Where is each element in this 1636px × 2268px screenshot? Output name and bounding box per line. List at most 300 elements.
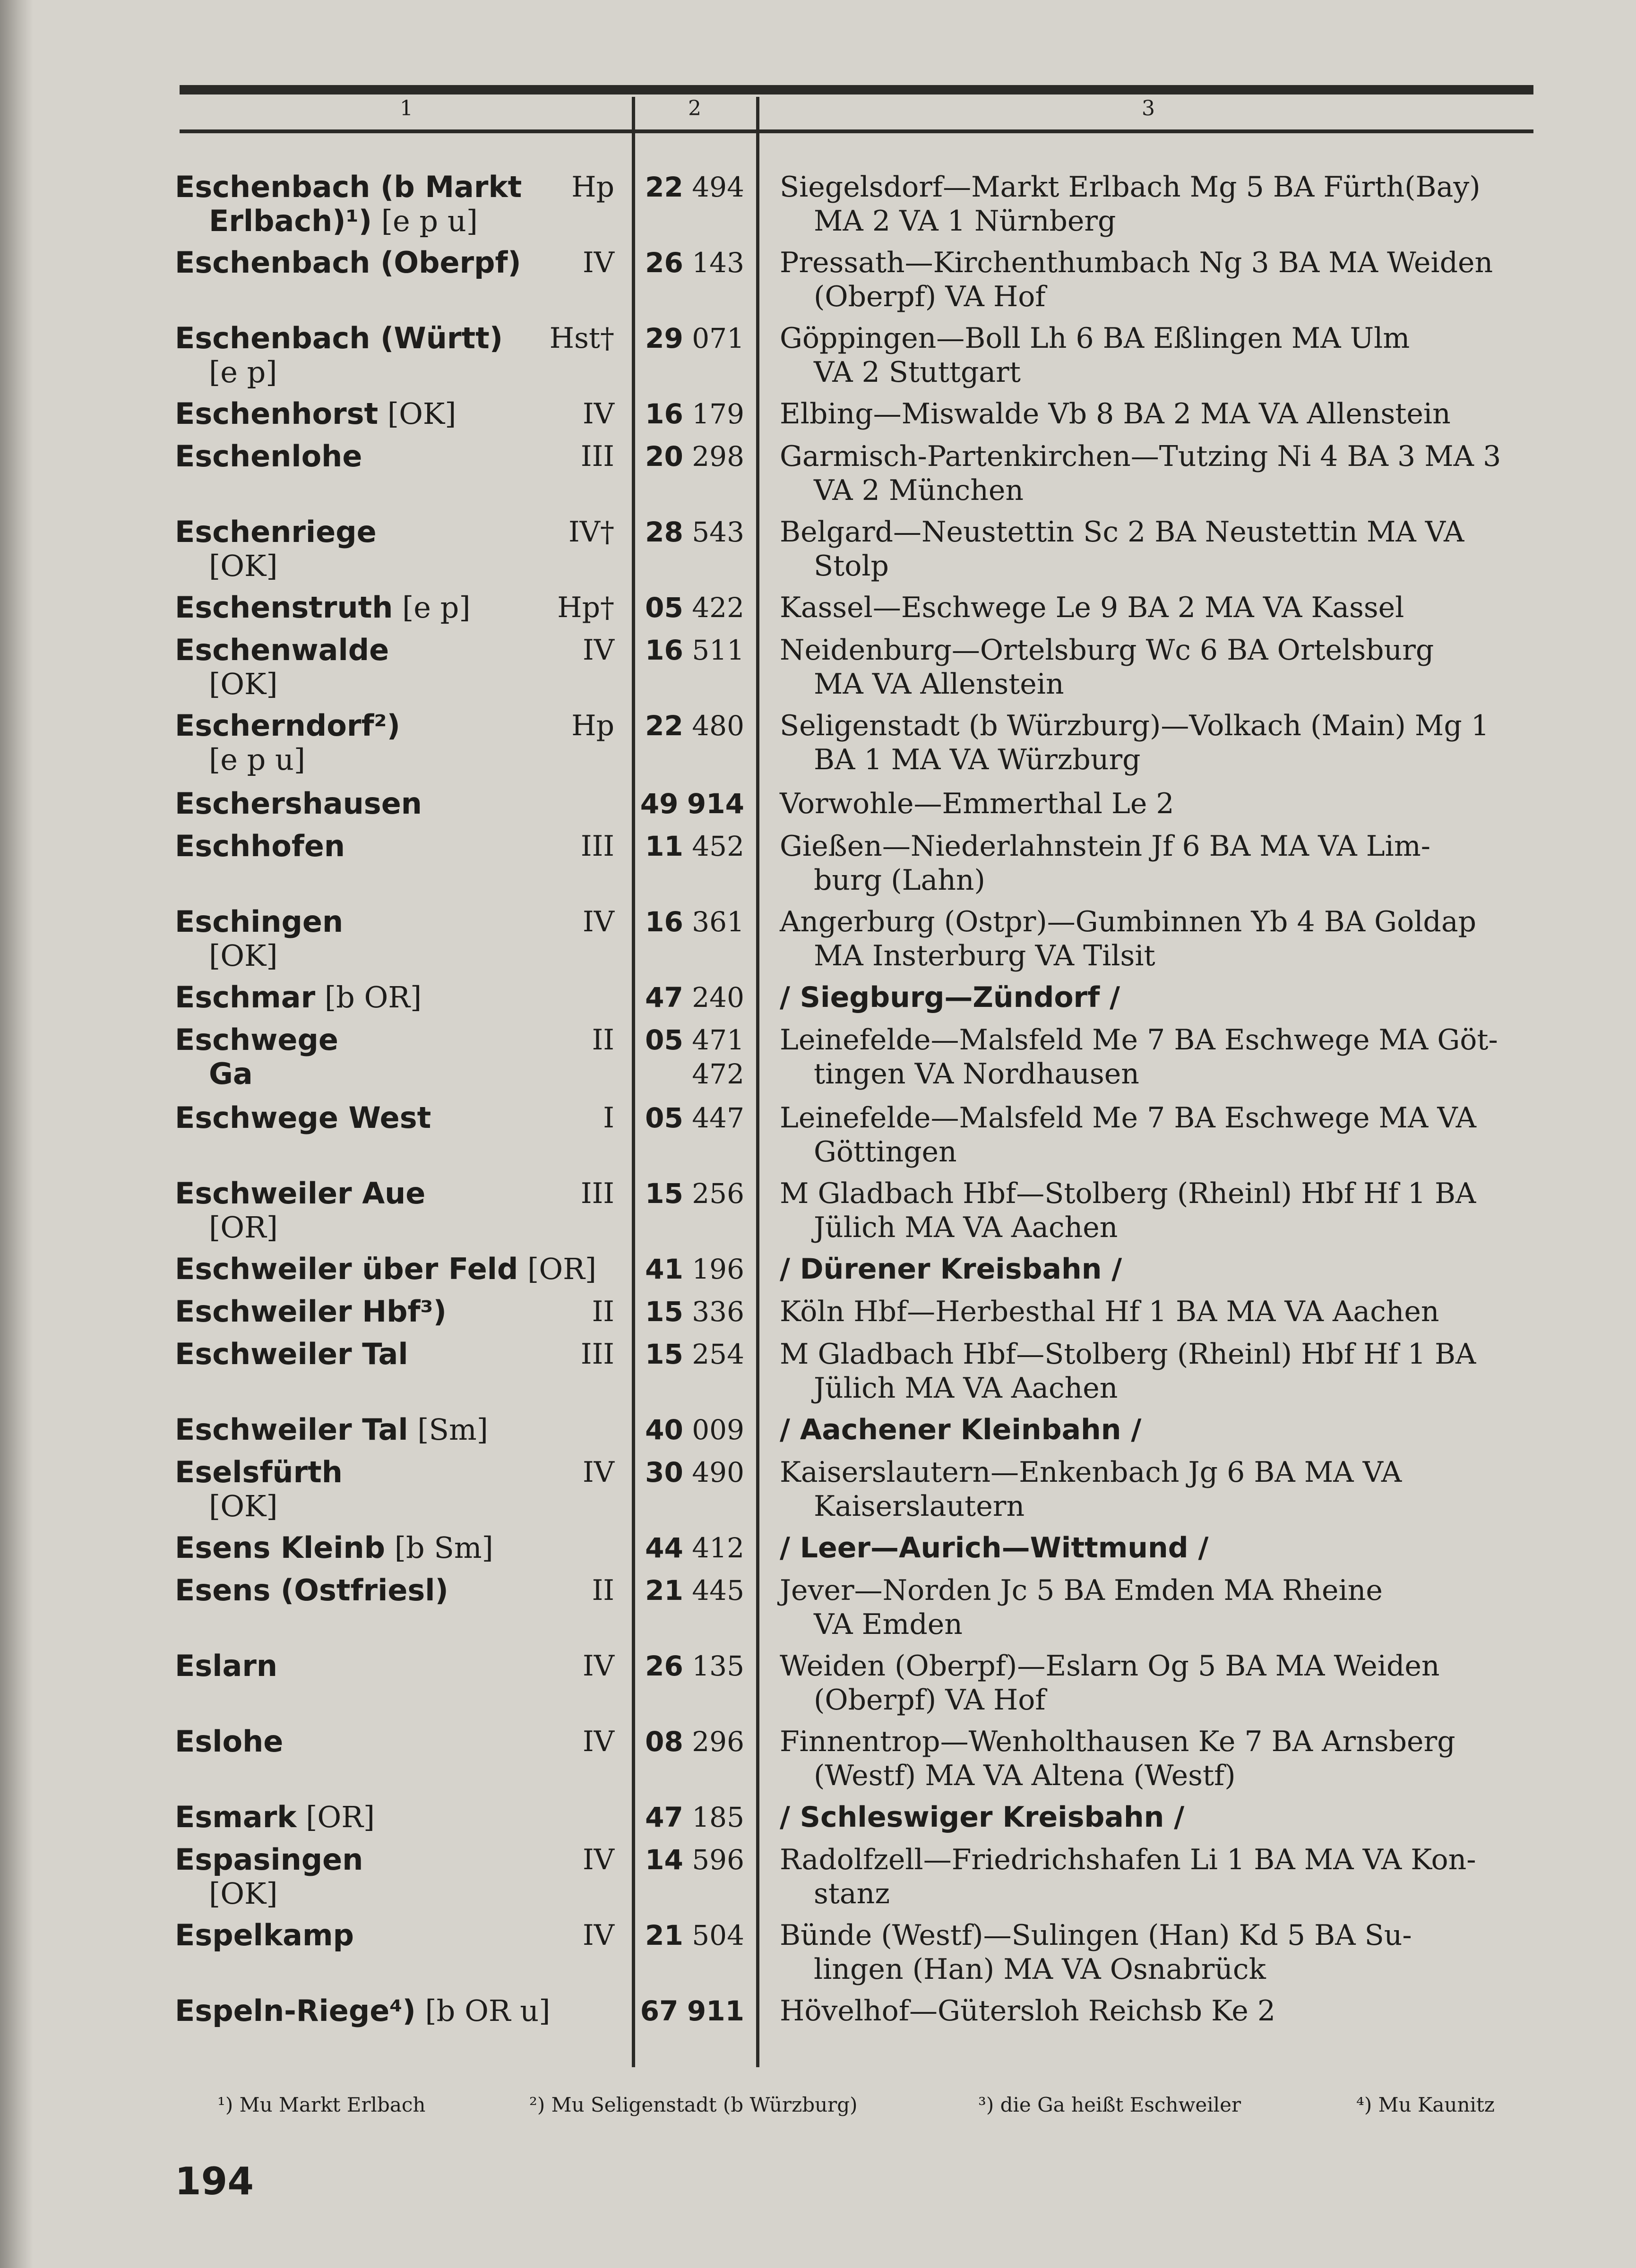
station-code-prefix: 08 bbox=[645, 1726, 683, 1758]
station-name-cell bbox=[175, 1918, 610, 1952]
station-code-suffix: 445 bbox=[692, 1574, 744, 1606]
station-code bbox=[633, 1573, 744, 1607]
station-route-continuation: MA Insterburg VA Tilsit bbox=[814, 939, 1155, 972]
station-name-cell bbox=[175, 709, 610, 777]
station-name-suffix: [OR] bbox=[518, 1252, 597, 1286]
station-name-cell bbox=[175, 633, 610, 701]
station-code-suffix: 071 bbox=[692, 322, 744, 354]
station-category: I bbox=[603, 1101, 614, 1134]
station-code-prefix: 49 bbox=[640, 788, 679, 820]
station-name-line bbox=[175, 1531, 610, 1565]
station-route: M Gladbach Hbf—Stolberg (Rheinl) Hbf Hf 1 BA bbox=[780, 1177, 1476, 1210]
station-name: Espelkamp bbox=[175, 1918, 354, 1952]
station-code-suffix: 135 bbox=[692, 1650, 744, 1682]
station-name-suffix: [OR] bbox=[296, 1800, 375, 1834]
station-route-cell bbox=[780, 1843, 1533, 1911]
station-name: Eschenbach (Württ) bbox=[175, 321, 503, 355]
station-code-cell bbox=[633, 980, 744, 1014]
station-name-cell bbox=[175, 1573, 610, 1607]
station-route: Angerburg (Ostpr)—Gumbinnen Yb 4 BA Goldap bbox=[780, 905, 1477, 938]
station-code bbox=[633, 1918, 744, 1952]
station-route-cell bbox=[780, 1573, 1533, 1641]
station-category: IV bbox=[582, 1456, 614, 1489]
station-name: Eschenbach (Oberpf) bbox=[175, 245, 521, 280]
station-code-alt: 472 bbox=[692, 1058, 744, 1090]
station-name-continuation: Erlbach)¹) bbox=[209, 204, 372, 238]
station-code-prefix: 16 bbox=[645, 634, 683, 666]
station-name-cell bbox=[175, 246, 610, 280]
station-name-line-2 bbox=[175, 667, 610, 701]
station-code-prefix: 47 bbox=[645, 981, 683, 1014]
station-name-cell bbox=[175, 1531, 610, 1565]
station-name-cell bbox=[175, 980, 610, 1014]
station-code bbox=[633, 709, 744, 743]
station-name-cell bbox=[175, 787, 610, 821]
station-name: Espeln-Riege⁴) bbox=[175, 1993, 416, 2028]
station-code-suffix: 296 bbox=[692, 1726, 744, 1758]
station-code-suffix: 361 bbox=[692, 906, 744, 938]
station-name-line-2 bbox=[175, 1211, 610, 1245]
station-category: II bbox=[592, 1574, 614, 1607]
station-code bbox=[633, 1531, 744, 1565]
station-route: Seligenstadt (b Würzburg)—Volkach (Main) Mg 1 bbox=[780, 709, 1490, 742]
station-name: Eschenwalde bbox=[175, 633, 389, 667]
page-number: 194 bbox=[175, 2159, 254, 2203]
station-name-line bbox=[175, 1725, 610, 1759]
station-code-prefix: 22 bbox=[645, 171, 683, 203]
station-name-suffix: [Sm] bbox=[408, 1412, 488, 1447]
station-code bbox=[633, 1023, 744, 1057]
station-category: II bbox=[592, 1023, 614, 1057]
station-route-cell bbox=[780, 1295, 1533, 1329]
station-name-cell bbox=[175, 1994, 610, 2028]
station-code bbox=[633, 1177, 744, 1211]
station-name-continuation: [e p u] bbox=[209, 742, 306, 777]
station-route: / Siegburg—Zündorf / bbox=[780, 981, 1120, 1014]
station-code-suffix: 179 bbox=[692, 398, 744, 430]
station-route-cell bbox=[780, 1531, 1533, 1565]
station-route-continuation: burg (Lahn) bbox=[814, 864, 985, 897]
station-name-line-2 bbox=[175, 549, 610, 583]
station-name-cell bbox=[175, 321, 610, 389]
station-name-cell bbox=[175, 1177, 610, 1245]
station-route-cell bbox=[780, 170, 1533, 238]
station-code-suffix: 543 bbox=[692, 516, 744, 548]
station-name-cell bbox=[175, 1725, 610, 1759]
station-route: Neidenburg—Ortelsburg Wc 6 BA Ortelsburg bbox=[780, 634, 1434, 667]
station-route-cell bbox=[780, 1337, 1533, 1405]
station-route: Bünde (Westf)—Sulingen (Han) Kd 5 BA Su- bbox=[780, 1919, 1412, 1952]
station-code-suffix: 298 bbox=[692, 440, 744, 472]
station-code-cell bbox=[633, 591, 744, 625]
station-code-suffix: 009 bbox=[692, 1414, 744, 1446]
station-name-line bbox=[175, 397, 610, 431]
station-name-line-2 bbox=[175, 743, 610, 777]
station-code-suffix: 914 bbox=[687, 788, 744, 820]
station-name-continuation: [e p] bbox=[209, 355, 277, 389]
station-route: Jever—Norden Jc 5 BA Emden MA Rheine bbox=[780, 1574, 1383, 1607]
station-code-cell bbox=[633, 1413, 744, 1447]
station-name: Eschenlohe bbox=[175, 439, 362, 473]
station-route-cell bbox=[780, 829, 1533, 897]
station-name-line bbox=[175, 439, 610, 473]
station-name: Eselsfürth bbox=[175, 1455, 343, 1489]
station-code-prefix: 30 bbox=[645, 1456, 683, 1488]
station-name-suffix: [e p] bbox=[393, 590, 471, 625]
station-route-cell bbox=[780, 1252, 1533, 1286]
station-code-cell bbox=[633, 246, 744, 280]
station-route-continuation: (Oberpf) VA Hof bbox=[814, 1684, 1046, 1717]
station-name-cell bbox=[175, 591, 610, 625]
station-code-prefix: 21 bbox=[645, 1919, 683, 1951]
station-category: IV† bbox=[568, 515, 614, 549]
station-code-suffix: 143 bbox=[692, 247, 744, 279]
station-code-cell bbox=[633, 515, 744, 549]
station-name-cell bbox=[175, 1295, 610, 1329]
station-route-cell bbox=[780, 515, 1533, 583]
station-name-cell bbox=[175, 1252, 610, 1286]
station-category: IV bbox=[582, 1843, 614, 1876]
station-code-prefix: 29 bbox=[645, 322, 683, 354]
station-route-cell bbox=[780, 397, 1533, 431]
station-code-prefix: 47 bbox=[645, 1801, 683, 1833]
station-route-continuation: MA 2 VA 1 Nürnberg bbox=[814, 205, 1116, 238]
station-name-line bbox=[175, 1800, 610, 1834]
station-code bbox=[633, 633, 744, 667]
station-code bbox=[633, 1649, 744, 1683]
station-code-cell bbox=[633, 1725, 744, 1759]
station-code-cell bbox=[633, 1531, 744, 1565]
station-name: Esens (Ostfriesl) bbox=[175, 1573, 448, 1607]
station-route-cell bbox=[780, 1800, 1533, 1834]
station-route-continuation: Göttingen bbox=[814, 1135, 957, 1168]
station-code-cell bbox=[633, 1177, 744, 1211]
station-name-continuation: [OK] bbox=[209, 1876, 278, 1911]
station-code-prefix: 05 bbox=[645, 1024, 683, 1056]
station-code-cell bbox=[633, 829, 744, 863]
station-name-line-2 bbox=[175, 204, 610, 238]
station-route-cell bbox=[780, 980, 1533, 1014]
station-name-line bbox=[175, 980, 610, 1014]
station-route: Belgard—Neustettin Sc 2 BA Neustettin MA VA bbox=[780, 515, 1464, 549]
station-code-suffix: 256 bbox=[692, 1177, 744, 1210]
station-name-line-2 bbox=[175, 1057, 610, 1091]
station-code bbox=[633, 439, 744, 473]
station-code-cell bbox=[633, 439, 744, 473]
station-code bbox=[633, 1295, 744, 1329]
station-code-prefix: 16 bbox=[645, 906, 683, 938]
station-code-prefix: 14 bbox=[645, 1844, 683, 1876]
station-name-line bbox=[175, 1252, 610, 1286]
station-route: / Schleswiger Kreisbahn / bbox=[780, 1801, 1185, 1834]
station-code-prefix: 28 bbox=[645, 516, 683, 548]
station-name: Eschweiler über Feld bbox=[175, 1252, 518, 1286]
station-name-cell bbox=[175, 515, 610, 583]
station-code-cell bbox=[633, 787, 744, 821]
station-route: Gießen—Niederlahnstein Jf 6 BA MA VA Lim- bbox=[780, 830, 1430, 863]
station-name: Espasingen bbox=[175, 1842, 363, 1877]
station-name-line bbox=[175, 246, 610, 280]
station-name: Eschweiler Aue bbox=[175, 1176, 426, 1211]
station-category: IV bbox=[582, 634, 614, 667]
station-name: Eslarn bbox=[175, 1649, 278, 1683]
station-category: Hp bbox=[571, 709, 614, 742]
station-category: Hp bbox=[571, 171, 614, 204]
station-name: Eschwege West bbox=[175, 1100, 431, 1135]
station-code bbox=[633, 246, 744, 280]
station-name-continuation: [OK] bbox=[209, 549, 278, 583]
station-code-cell bbox=[633, 1337, 744, 1371]
station-name-line bbox=[175, 1843, 610, 1877]
station-route: Radolfzell—Friedrichshafen Li 1 BA MA VA Kon- bbox=[780, 1843, 1476, 1876]
station-route: / Leer—Aurich—Wittmund / bbox=[780, 1531, 1209, 1564]
station-code-prefix: 15 bbox=[645, 1296, 683, 1328]
station-name-cell bbox=[175, 1843, 610, 1911]
station-code-prefix: 21 bbox=[645, 1574, 683, 1606]
station-name: Eschenstruth bbox=[175, 590, 393, 625]
station-category: Hst† bbox=[549, 322, 614, 355]
station-route-cell bbox=[780, 439, 1533, 507]
station-route-continuation: VA Emden bbox=[814, 1608, 963, 1641]
station-route-continuation: Jülich MA VA Aachen bbox=[814, 1211, 1118, 1244]
table-top-rule bbox=[180, 85, 1533, 94]
station-code bbox=[633, 321, 744, 355]
station-code bbox=[633, 1455, 744, 1489]
station-code bbox=[633, 1101, 744, 1135]
station-route: Leinefelde—Malsfeld Me 7 BA Eschwege MA Göt- bbox=[780, 1023, 1498, 1057]
station-code bbox=[633, 1725, 744, 1759]
station-code-prefix: 44 bbox=[645, 1532, 683, 1564]
station-name: Esmark bbox=[175, 1800, 297, 1834]
station-name-line bbox=[175, 591, 610, 625]
station-name-line bbox=[175, 1573, 610, 1607]
station-name: Eschhofen bbox=[175, 829, 345, 863]
page-gutter-shadow bbox=[0, 0, 33, 2268]
station-name-line bbox=[175, 1455, 610, 1489]
station-code-suffix: 511 bbox=[692, 634, 744, 666]
station-route-continuation: Jülich MA VA Aachen bbox=[814, 1372, 1118, 1405]
footnote-4: ⁴) Mu Kaunitz bbox=[1356, 2093, 1495, 2116]
station-code-cell bbox=[633, 1573, 744, 1607]
station-name-line bbox=[175, 1918, 610, 1952]
station-name-cell bbox=[175, 1413, 610, 1447]
station-name: Eschenriege bbox=[175, 515, 377, 549]
station-code bbox=[633, 515, 744, 549]
station-route: Vorwohle—Emmerthal Le 2 bbox=[780, 787, 1174, 820]
station-code-suffix: 196 bbox=[692, 1253, 744, 1285]
station-code-prefix: 40 bbox=[645, 1414, 683, 1446]
footnote-1: ¹) Mu Markt Erlbach bbox=[217, 2093, 426, 2116]
column-header-1: 1 bbox=[400, 96, 413, 120]
station-name-continuation: [OR] bbox=[209, 1210, 278, 1245]
station-code-prefix: 15 bbox=[645, 1177, 683, 1210]
station-code-suffix: 471 bbox=[692, 1024, 744, 1056]
station-name: Eschingen bbox=[175, 904, 344, 939]
station-category: III bbox=[580, 440, 614, 473]
station-code bbox=[633, 787, 744, 821]
station-route-continuation: stanz bbox=[814, 1877, 890, 1910]
station-route: Pressath—Kirchenthumbach Ng 3 BA MA Weiden bbox=[780, 246, 1493, 279]
station-name-cell bbox=[175, 1337, 610, 1371]
station-code-suffix: 452 bbox=[692, 830, 744, 862]
station-category: IV bbox=[582, 1725, 614, 1758]
station-name-line bbox=[175, 709, 610, 743]
station-name: Escherndorf²) bbox=[175, 708, 400, 743]
station-route-cell bbox=[780, 1649, 1533, 1717]
station-code bbox=[633, 1337, 744, 1371]
station-name-line bbox=[175, 1337, 610, 1371]
station-name: Eschweiler Tal bbox=[175, 1337, 408, 1371]
station-name-line bbox=[175, 787, 610, 821]
station-code-cell bbox=[633, 1455, 744, 1489]
station-name-suffix: [OK] bbox=[378, 396, 456, 431]
station-code bbox=[633, 591, 744, 625]
column-header-2: 2 bbox=[688, 96, 701, 120]
station-code-suffix: 336 bbox=[692, 1296, 744, 1328]
station-code-suffix: 185 bbox=[692, 1801, 744, 1833]
station-code-cell bbox=[633, 1252, 744, 1286]
station-route-cell bbox=[780, 591, 1533, 625]
station-code bbox=[633, 1994, 744, 2028]
station-category: Hp† bbox=[557, 591, 614, 624]
station-route: Garmisch-Partenkirchen—Tutzing Ni 4 BA 3 MA 3 bbox=[780, 440, 1501, 473]
station-route: Siegelsdorf—Markt Erlbach Mg 5 BA Fürth(Bay) bbox=[780, 171, 1481, 204]
station-code-cell bbox=[633, 1800, 744, 1834]
station-name-line bbox=[175, 1295, 610, 1329]
station-route-cell bbox=[780, 1994, 1533, 2028]
station-route: Köln Hbf—Herbesthal Hf 1 BA MA VA Aachen bbox=[780, 1295, 1439, 1328]
station-code-suffix: 412 bbox=[692, 1532, 744, 1564]
station-code-suffix: 480 bbox=[692, 710, 744, 742]
station-name-cell bbox=[175, 397, 610, 431]
station-category: IV bbox=[582, 397, 614, 430]
station-name-line bbox=[175, 1023, 610, 1057]
station-code-prefix: 15 bbox=[645, 1338, 683, 1370]
station-code-suffix: 596 bbox=[692, 1844, 744, 1876]
station-name-line bbox=[175, 1177, 610, 1211]
station-code bbox=[633, 1252, 744, 1286]
station-name: Eschweiler Tal bbox=[175, 1412, 408, 1447]
station-route: / Dürener Kreisbahn / bbox=[780, 1253, 1122, 1286]
station-code-cell bbox=[633, 709, 744, 743]
station-code-suffix: 240 bbox=[692, 981, 744, 1014]
station-code-cell bbox=[633, 1918, 744, 1952]
station-route: Kaiserslautern—Enkenbach Jg 6 BA MA VA bbox=[780, 1456, 1402, 1489]
station-route-cell bbox=[780, 1725, 1533, 1793]
station-route-continuation: lingen (Han) MA VA Osnabrück bbox=[814, 1953, 1266, 1986]
station-name-line-2 bbox=[175, 1877, 610, 1911]
station-name: Eschenhorst bbox=[175, 396, 379, 431]
station-category: III bbox=[580, 830, 614, 863]
station-name-cell bbox=[175, 170, 610, 238]
station-name-cell bbox=[175, 1649, 610, 1683]
station-code-cell bbox=[633, 321, 744, 355]
station-route-cell bbox=[780, 1918, 1533, 1986]
station-code-prefix: 26 bbox=[645, 1650, 683, 1682]
station-route-continuation: tingen VA Nordhausen bbox=[814, 1057, 1139, 1091]
station-code-cell bbox=[633, 1649, 744, 1683]
station-code-cell bbox=[633, 633, 744, 667]
station-route-cell bbox=[780, 246, 1533, 314]
station-route: Weiden (Oberpf)—Eslarn Og 5 BA MA Weiden bbox=[780, 1649, 1440, 1683]
station-route-continuation: Kaiserslautern bbox=[814, 1490, 1025, 1523]
station-name-line-2 bbox=[175, 355, 610, 389]
station-code bbox=[633, 170, 744, 204]
station-code bbox=[633, 1800, 744, 1834]
station-name-suffix: [b OR u] bbox=[415, 1993, 551, 2028]
station-name-line bbox=[175, 905, 610, 939]
station-route-cell bbox=[780, 321, 1533, 389]
station-category: IV bbox=[582, 246, 614, 279]
footnote-3: ³) die Ga heißt Eschweiler bbox=[978, 2093, 1241, 2116]
station-name: Eschweiler Hbf³) bbox=[175, 1294, 447, 1329]
station-name-cell bbox=[175, 1023, 610, 1091]
station-code-suffix: 494 bbox=[692, 171, 744, 203]
station-name-cell bbox=[175, 905, 610, 973]
station-route: Leinefelde—Malsfeld Me 7 BA Eschwege MA VA bbox=[780, 1101, 1476, 1134]
station-name-line bbox=[175, 829, 610, 863]
station-route-cell bbox=[780, 1177, 1533, 1245]
station-name-continuation: [OK] bbox=[209, 938, 278, 973]
station-code-prefix: 11 bbox=[645, 830, 683, 862]
station-name: Eschenbach (b Markt bbox=[175, 170, 522, 204]
station-code-prefix: 16 bbox=[645, 398, 683, 430]
station-code-prefix: 20 bbox=[645, 440, 683, 472]
station-route: Elbing—Miswalde Vb 8 BA 2 MA VA Allenstein bbox=[780, 397, 1451, 430]
station-code-prefix: 41 bbox=[645, 1253, 683, 1285]
station-route-cell bbox=[780, 709, 1533, 777]
station-code-cell bbox=[633, 905, 744, 939]
station-code-prefix: 05 bbox=[645, 592, 683, 624]
station-route: Hövelhof—Gütersloh Reichsb Ke 2 bbox=[780, 1994, 1276, 2027]
station-route-continuation: Stolp bbox=[814, 550, 889, 583]
station-route-continuation: VA 2 Stuttgart bbox=[814, 356, 1021, 389]
station-name-line bbox=[175, 170, 610, 204]
station-name-line bbox=[175, 515, 610, 549]
station-name-line bbox=[175, 1994, 610, 2028]
station-name-line bbox=[175, 1649, 610, 1683]
station-name-suffix: [e p u] bbox=[372, 204, 478, 238]
station-name-line-2 bbox=[175, 939, 610, 973]
station-route-continuation: (Oberpf) VA Hof bbox=[814, 280, 1046, 313]
station-code bbox=[633, 397, 744, 431]
station-route: Finnentrop—Wenholthausen Ke 7 BA Arnsberg bbox=[780, 1725, 1455, 1758]
station-code-suffix: 422 bbox=[692, 592, 744, 624]
station-code-cell bbox=[633, 1994, 744, 2028]
station-code-prefix: 67 bbox=[640, 1995, 679, 2027]
station-category: II bbox=[592, 1295, 614, 1328]
station-name: Eschershausen bbox=[175, 786, 422, 821]
station-category: IV bbox=[582, 1919, 614, 1952]
station-code bbox=[633, 980, 744, 1014]
station-route-continuation: BA 1 MA VA Würzburg bbox=[814, 743, 1141, 776]
station-route-cell bbox=[780, 905, 1533, 973]
station-route-continuation: MA VA Allenstein bbox=[814, 668, 1064, 701]
station-route: / Aachener Kleinbahn / bbox=[780, 1413, 1142, 1446]
station-code bbox=[633, 905, 744, 939]
station-category: IV bbox=[582, 1649, 614, 1683]
station-name: Esens Kleinb bbox=[175, 1530, 386, 1565]
station-code-prefix: 26 bbox=[645, 247, 683, 279]
station-name-line-2 bbox=[175, 1489, 610, 1523]
station-code-prefix: 22 bbox=[645, 710, 683, 742]
station-name-line bbox=[175, 633, 610, 667]
station-name: Eschwege bbox=[175, 1022, 338, 1057]
station-route-cell bbox=[780, 1101, 1533, 1169]
station-route: Göppingen—Boll Lh 6 BA Eßlingen MA Ulm bbox=[780, 322, 1410, 355]
station-route-cell bbox=[780, 633, 1533, 701]
station-code-cell bbox=[633, 397, 744, 431]
